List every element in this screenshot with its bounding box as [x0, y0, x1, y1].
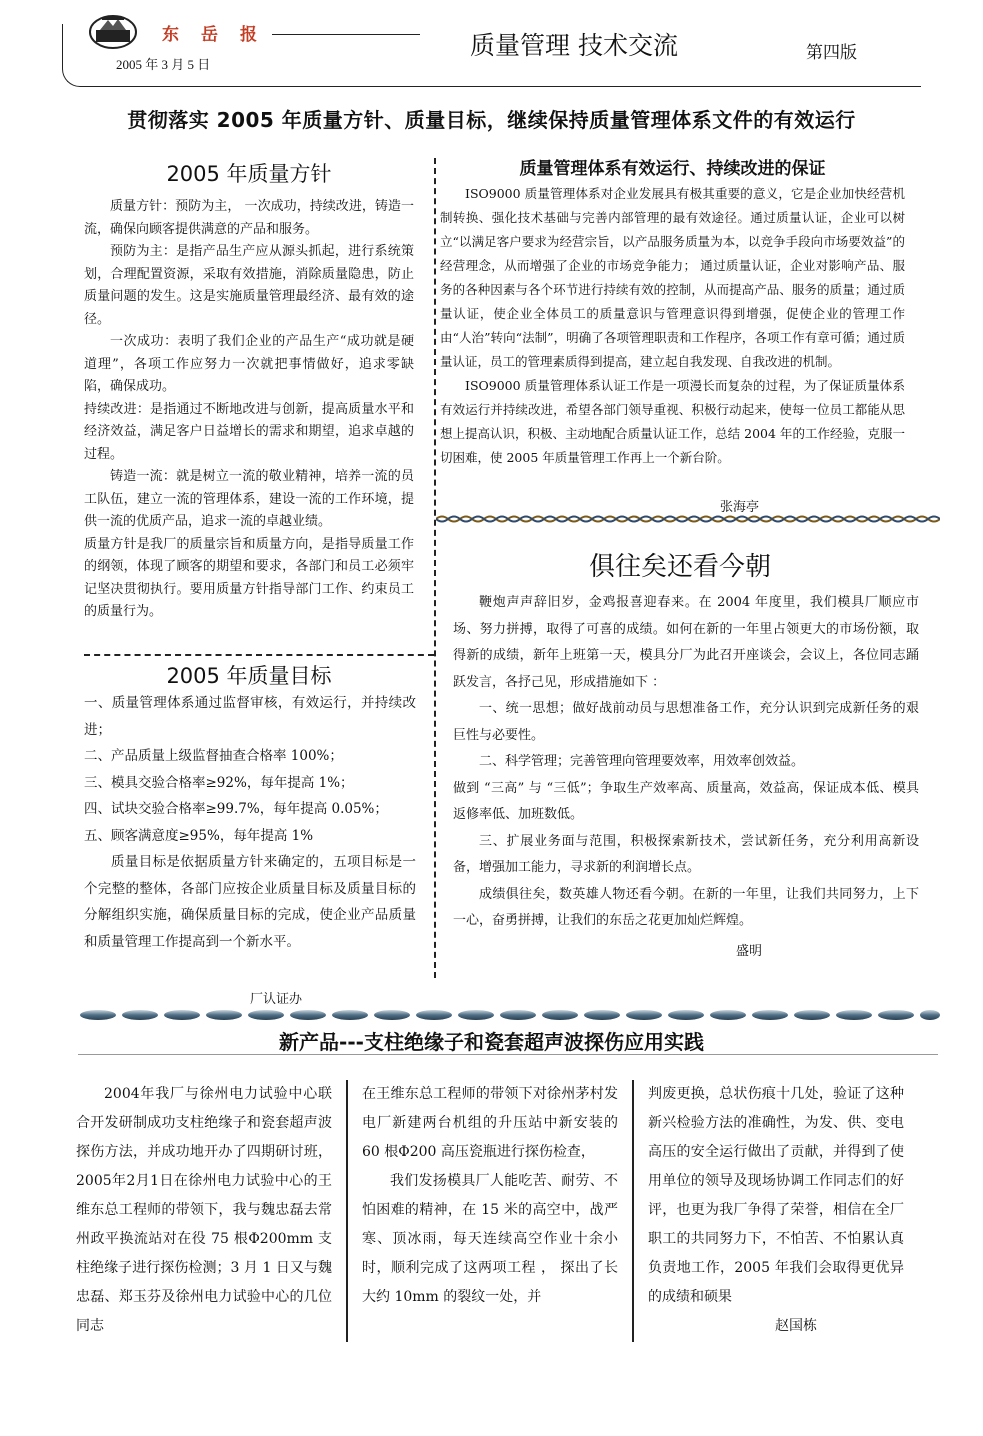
goals-title: 2005 年质量目标 — [166, 664, 332, 688]
section-divider — [84, 654, 434, 656]
policy-paragraph: 质量方针：预防为主， 一次成功，持续改进，铸造一流，确保向顾客提供满意的产品和服务。 — [84, 199, 414, 237]
system-paragraph: ISO9000 质量管理体系认证工作是一项漫长而复杂的过程，为了保证质量体系有效运行并持续改进，希望各部门领导重视、积极行动起来，使每一位员工都能从思想上提高认识，积极、主动地配合质量认证工作，总结 2004 年的工作经验，克服一切困难，使 2005 年质量管理工作再上一个新台阶。 — [440, 378, 905, 465]
lookback-paragraph: 三、扩展业务面与范围，积极探索新技术，尝试新任务，充分利用高新设备，增强加工能力，寻求新的利润增长点。 — [453, 833, 919, 875]
lookback-paragraph: 一、统一思想；做好战前动员与思想准备工作，充分认识到完成新任务的艰巨性与必要性。 — [453, 701, 919, 743]
goal-item: 三、模具交验合格率≥92%，每年提高 1%； — [84, 774, 354, 791]
product-column-2 — [362, 1080, 618, 1312]
chain-divider — [436, 514, 940, 524]
system-article — [440, 182, 905, 470]
lookback-article — [453, 590, 919, 935]
lookback-paragraph: 成绩俱往矣，数英雄人物还看今朝。在新的一年里，让我们共同努力，上下一心，奋勇拼搏，让我们的东岳之花更加灿烂辉煌。 — [453, 886, 919, 928]
product-column-1 — [76, 1080, 332, 1341]
lookback-signature: 盛明 — [736, 944, 763, 959]
system-title: 质量管理体系有效运行、持续改进的保证 — [519, 159, 826, 179]
policy-paragraph: 持续改进：是指通过不断地改进与创新，提高质量水平和经济效益，满足客户日益增长的需求和期望，追求卓越的过程。 — [84, 401, 414, 462]
paper-name: 东岳报 — [162, 25, 279, 45]
title-rule — [78, 1054, 938, 1055]
lookback-paragraph: 鞭炮声声辞旧岁，金鸡报喜迎春来。在 2004 年度里，我们模具厂顺应市场、努力拼搏，取得了可喜的成绩。如何在新的一年里占领更大的市场份额，取得新的成绩，新年上班第一天，模具分厂为此召开座谈会，会议上，各位同志踊跃发言，各抒己见，形成措施如下 ： — [453, 595, 919, 690]
product-title: 新产品---支柱绝缘子和瓷套超声波探伤应用实践 — [279, 1030, 704, 1054]
product-paragraph: 判废更换，总状伤痕十几处，验证了这种新兴检验方法的准确性，为发、供、变电高压的安全运行做出了贡献，并得到了使用单位的领导及现场协调工作同志们的好评，也更为我厂争得了荣誉，相信在全厂职工的共同努力下，不怕苦、不怕累认真负责地工作，2005 年我们会取得更优异的成绩和硕果 — [648, 1086, 904, 1305]
column-rule — [632, 1080, 634, 1342]
policy-paragraph: 预防为主：是指产品生产应从源头抓起，进行系统策划，合理配置资源，采取有效措施，消除质量隐患，防止质量问题的发生。这是实施质量管理最经济、最有效的途径。 — [84, 244, 414, 327]
column-divider — [434, 158, 436, 978]
product-signature: 赵国栋 — [775, 1318, 817, 1334]
lookback-paragraph: 二、科学管理；完善管理向管理要效率，用效率创效益。 — [479, 754, 805, 769]
goal-item: 四、试块交验合格率≥99.7%，每年提高 0.05%； — [84, 801, 388, 817]
goal-item: 二、产品质量上级监督抽查合格率 100%； — [84, 748, 343, 764]
newspaper-logo — [88, 14, 138, 50]
goal-item: 一、质量管理体系通过监督审核，有效运行，并持续改进； — [84, 695, 416, 738]
page-headline: 贯彻落实 2005 年质量方针、质量目标，继续保持质量管理体系文件的有效运行 — [127, 108, 856, 132]
policy-paragraph: 铸造一流：就是树立一流的敬业精神，培养一流的员工队伍，建立一流的管理体系，建设一流的工作环境，提供一流的优质产品，追求一流的卓越业绩。 — [84, 469, 414, 529]
wave-divider — [78, 1008, 940, 1022]
section-title: 质量管理 技术交流 — [470, 31, 678, 60]
policy-paragraph: 一次成功：表明了我们企业的产品生产“成功就是硬道理”，各项工作应努力一次就把事情做好，追求零缺陷，确保成功。 — [84, 334, 414, 394]
product-column-3 — [648, 1080, 904, 1341]
product-paragraph: 我们发扬模具厂人能吃苦、耐劳、不怕困难的精神，在 15 米的高空中，战严寒、顶冰雨，每天连续高空作业十余小时，顺利完成了这两项工程 ， 探出了长大约 10mm 的裂纹一处，并 — [362, 1173, 618, 1305]
goal-item: 五、顾客满意度≥95%，每年提高 1% — [84, 827, 314, 844]
goals-signature: 厂认证办 — [250, 992, 303, 1007]
issue-date: 2005 年 3 月 5 日 — [116, 57, 211, 72]
column-rule — [346, 1080, 348, 1342]
edition-label: 第四版 — [806, 43, 857, 63]
lookback-title: 俱往矣还看今朝 — [588, 552, 771, 582]
goals-article — [84, 690, 416, 955]
policy-paragraph: 质量方针是我厂的质量宗旨和质量方向，是指导质量工作的纲领，体现了顾客的期望和要求，各部门和员工必须牢记坚决贯彻执行。要用质量方针指导部门工作、约束员工的质量行为。 — [84, 536, 414, 619]
goals-summary: 质量目标是依据质量方针来确定的，五项目标是一个完整的整体，各部门应按企业质量目标及质量目标的分解组织实施，确保质量目标的完成，使企业产品质量和质量管理工作提高到一个新水平。 — [84, 854, 416, 950]
policy-article — [84, 196, 414, 624]
system-signature: 张海亭 — [720, 500, 760, 515]
lookback-paragraph: 做到 “三高” 与 “三低”；争取生产效率高、质量高，效益高，保证成本低、模具返修率低、加班数低。 — [453, 780, 919, 822]
header-rule — [272, 34, 420, 35]
system-paragraph: ISO9000 质量管理体系对企业发展具有极其重要的意义，它是企业加快经营机制转换、强化技术基础与完善内部管理的最有效途径。通过质量认证，企业可以树立“以满足客户要求为经营宗旨，以产品服务质量为本，以竞争手段向市场要效益”的经营理念，从而增强了企业的市场竞争能力； 通过质量认证，企业对影响产品、服务的各种因素与各个环节进行持续有效的控制，从而提高产品、服务的质量；通过质量认证，使企业全体员工的质量意识与管理意识得到增强，促使企业的管理工作由“人治”转向“法制”，明确了各项管理职责和工作程序，各项工作有章可循；通过质量认证，员工的管理素质得到提高，建立起自我发现、自我改进的机制。 — [440, 186, 905, 369]
product-paragraph: 2004年我厂与徐州电力试验中心联合开发研制成功支柱绝缘子和瓷套超声波探伤方法，并成功地开办了四期研讨班，2005年2月1日在徐州电力试验中心的王维东总工程师的带领下，我与魏忠磊去常州政平换流站对在役 75 根Φ200mm 支柱绝缘子进行探伤检测；3 月 1 日又与魏忠磊、郑玉芬及徐州电力试验中心的几位同志 — [76, 1086, 332, 1334]
policy-title: 2005 年质量方针 — [166, 162, 332, 186]
product-paragraph: 在王维东总工程师的带领下对徐州茅村发电厂新建两台机组的升压站中新安装的 60 根Φ200 高压瓷瓶进行探伤检查， — [362, 1086, 618, 1160]
